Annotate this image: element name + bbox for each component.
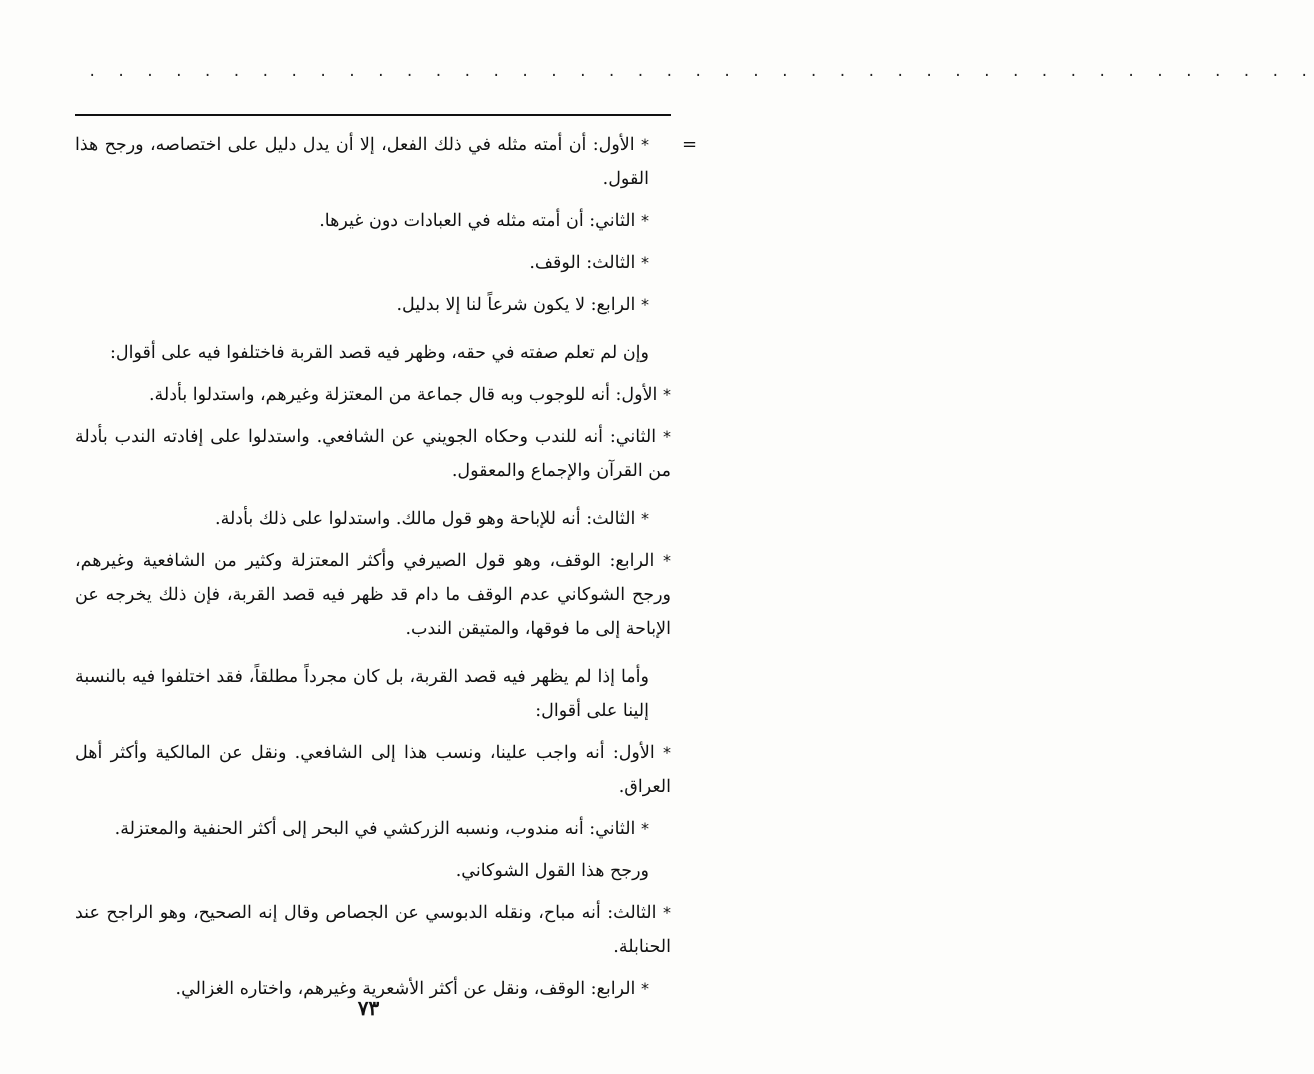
paragraph [75, 128, 671, 196]
paragraph-text: الرابع: الوقف، ونقل عن أكثر الأشعرية وغيرهم، واختاره الغزالي. [175, 979, 636, 999]
paragraph-text: الأول: أنه واجب علينا، ونسب هذا إلى الشافعي. ونقل عن المالكية وأكثر أهل العراق. [75, 743, 671, 797]
paragraph [75, 378, 671, 412]
bullet-icon: * [641, 979, 649, 998]
bullet-icon: * [663, 385, 671, 404]
bullet-icon: * [641, 211, 649, 230]
paragraph [75, 246, 671, 280]
footnote-body [75, 128, 671, 1014]
paragraph-text: الثاني: أنه مندوب، ونسبه الزركشي في البحر إلى أكثر الحنفية والمعتزلة. [114, 819, 636, 839]
paragraph-text: الرابع: لا يكون شرعاً لنا إلا بدليل. [396, 295, 636, 315]
paragraph-text: الثالث: الوقف. [529, 253, 636, 273]
dotted-separator: . . . . . . . . . . . . . . . . . . . . . . . . . . . . . . . . . . . . . . . . . . . [88, 64, 1314, 80]
paragraph-text: الأول: أنه للوجوب وبه قال جماعة من المعتزلة وغيرهم، واستدلوا بأدلة. [148, 385, 658, 405]
bullet-icon: * [663, 427, 671, 446]
paragraph-text: وإن لم تعلم صفته في حقه، وظهر فيه قصد القربة فاختلفوا فيه على أقوال: [110, 343, 649, 363]
paragraph-text: الثالث: أنه للإباحة وهو قول مالك. واستدلوا على ذلك بأدلة. [215, 509, 636, 529]
bullet-icon: * [641, 135, 649, 154]
footnote-rule [75, 114, 671, 116]
paragraph [75, 812, 671, 846]
paragraph [75, 204, 671, 238]
bullet-icon: * [641, 295, 649, 314]
paragraph-text: الرابع: الوقف، وهو قول الصيرفي وأكثر المعتزلة وكثير من الشافعية وغيرهم، ورجح الشوكاني عدم الوقف ما دام قد ظهر فيه قصد القربة، فإن ذلك يخرجه عن الإباحة إلى ما فوقها، والمتيقن الندب. [75, 551, 671, 639]
bullet-icon: * [641, 509, 649, 528]
bullet-icon: * [641, 253, 649, 272]
bullet-icon: * [641, 819, 649, 838]
paragraph [75, 736, 671, 804]
paragraph-text: الثاني: أنه للندب وحكاه الجويني عن الشافعي. واستدلوا على إفادته الندب بأدلة من القرآن والإجماع والمعقول. [75, 427, 671, 481]
paragraph-text: الأول: أن أمته مثله في ذلك الفعل، إلا أن يدل دليل على اختصاصه، ورجح هذا القول. [75, 135, 649, 189]
paragraph [75, 420, 671, 488]
paragraph [75, 896, 671, 964]
paragraph [75, 660, 671, 728]
paragraph-text: الثالث: أنه مباح، ونقله الدبوسي عن الجصاص وقال إنه الصحيح، وهو الراجح عند الحنابلة. [75, 903, 671, 957]
bullet-icon: * [663, 551, 671, 570]
paragraph [75, 288, 671, 322]
bullet-icon: * [662, 743, 671, 762]
paragraph [75, 854, 671, 888]
paragraph-text: وأما إذا لم يظهر فيه قصد القربة، بل كان مجرداً مطلقاً، فقد اختلفوا فيه بالنسبة إلينا على أقوال: [75, 667, 649, 721]
paragraph [75, 336, 671, 370]
paragraph-text: ورجح هذا القول الشوكاني. [455, 861, 649, 881]
page-number: ٧٣ [357, 996, 380, 1020]
paragraph-text: الثاني: أن أمته مثله في العبادات دون غيرها. [319, 211, 636, 231]
bullet-icon: * [663, 903, 671, 922]
continuation-mark: = [682, 134, 698, 155]
paragraph [75, 502, 671, 536]
paragraph [75, 544, 671, 646]
